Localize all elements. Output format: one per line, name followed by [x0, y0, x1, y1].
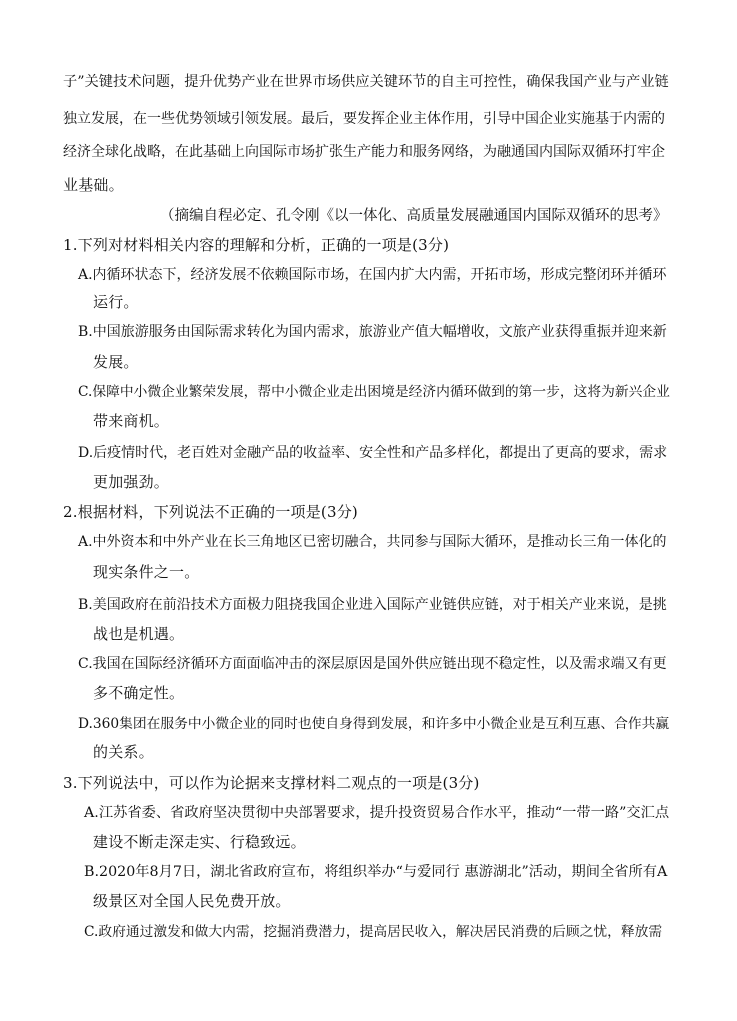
- option-a-continuation: 建设不断走深走实、行稳致远。: [93, 833, 306, 851]
- question-stem: 1.下列对材料相关内容的理解和分析，正确的一项是(3分): [63, 236, 450, 254]
- passage-line: 子”关键技术问题，提升优势产业在世界市场供应关键环节的自主可控性，确保我国产业与产业链: [63, 74, 669, 90]
- option-b[interactable]: B.美国政府在前沿技术方面极力阻挠我国企业进入国际产业链供应链，对于相关产业来说，是挑: [78, 597, 667, 613]
- option-c-continuation: 带来商机。: [93, 412, 170, 430]
- passage-source: （摘编自程必定、孔令刚《以一体化、高质量发展融通国内国际双循环的思考》: [160, 208, 668, 224]
- option-a[interactable]: A.江苏省委、省政府坚决贯彻中央部署要求，提升投资贸易合作水平，推动“一带一路”交汇点: [84, 805, 670, 821]
- option-b-continuation: 级景区对全国人民免费开放。: [93, 892, 291, 910]
- option-c[interactable]: C.我国在国际经济循环方面面临冲击的深层原因是国外供应链出现不稳定性，以及需求端又有更: [78, 656, 667, 672]
- option-b[interactable]: B.中国旅游服务由国际需求转化为国内需求，旅游业产值大幅增收，文旅产业获得重振并迎来新: [78, 324, 667, 340]
- option-d[interactable]: D.360集团在服务中小微企业的同时也使自身得到发展，和许多中小微企业是互利互惠、合作共赢: [78, 716, 670, 732]
- passage-line: 独立发展，在一些优势领域引领发展。最后，要发挥企业主体作用，引导中国企业实施基于内需的: [63, 111, 665, 127]
- option-b[interactable]: B.2020年8月7日，湖北省政府宣布，将组织举办“与爱同行 惠游湖北”活动，期间全省所有A: [84, 864, 668, 880]
- option-a-continuation: 现实条件之一。: [93, 563, 200, 581]
- option-b-continuation: 战也是机遇。: [93, 625, 185, 643]
- option-d[interactable]: D.后疫情时代，老百姓对金融产品的收益率、安全性和产品多样化，都提出了更高的要求，需求: [78, 445, 668, 461]
- option-c[interactable]: C.保障中小微企业繁荣发展，帮中小微企业走出困境是经济内循环做到的第一步，这将为新兴企业: [78, 384, 670, 400]
- option-d-continuation: 更加强劲。: [93, 473, 170, 491]
- option-b-continuation: 发展。: [93, 353, 139, 371]
- option-c-continuation: 多不确定性。: [93, 684, 185, 702]
- option-a[interactable]: A.内循环状态下，经济发展不依赖国际市场，在国内扩大内需，开拓市场，形成完整闭环并循环: [78, 267, 667, 283]
- passage-line: 业基础。: [63, 176, 124, 194]
- question-stem: 3.下列说法中，可以作为论据来支撑材料二观点的一项是(3分): [63, 774, 480, 792]
- passage-line: 经济全球化战略，在此基础上向国际市场扩张生产能力和服务网络，为融通国内国际双循环打牢企: [63, 144, 665, 160]
- question-stem: 2.根据材料，下列说法不正确的一项是(3分): [63, 503, 358, 521]
- option-c[interactable]: C.政府通过激发和做大内需，挖掘消费潜力，提高居民收入，解决居民消费的后顾之忧，释放需: [84, 924, 663, 940]
- option-a[interactable]: A.中外资本和中外产业在长三角地区已密切融合，共同参与国际大循环，是推动长三角一体化的: [78, 534, 667, 550]
- option-a-continuation: 运行。: [93, 293, 139, 311]
- option-d-continuation: 的关系。: [93, 743, 154, 761]
